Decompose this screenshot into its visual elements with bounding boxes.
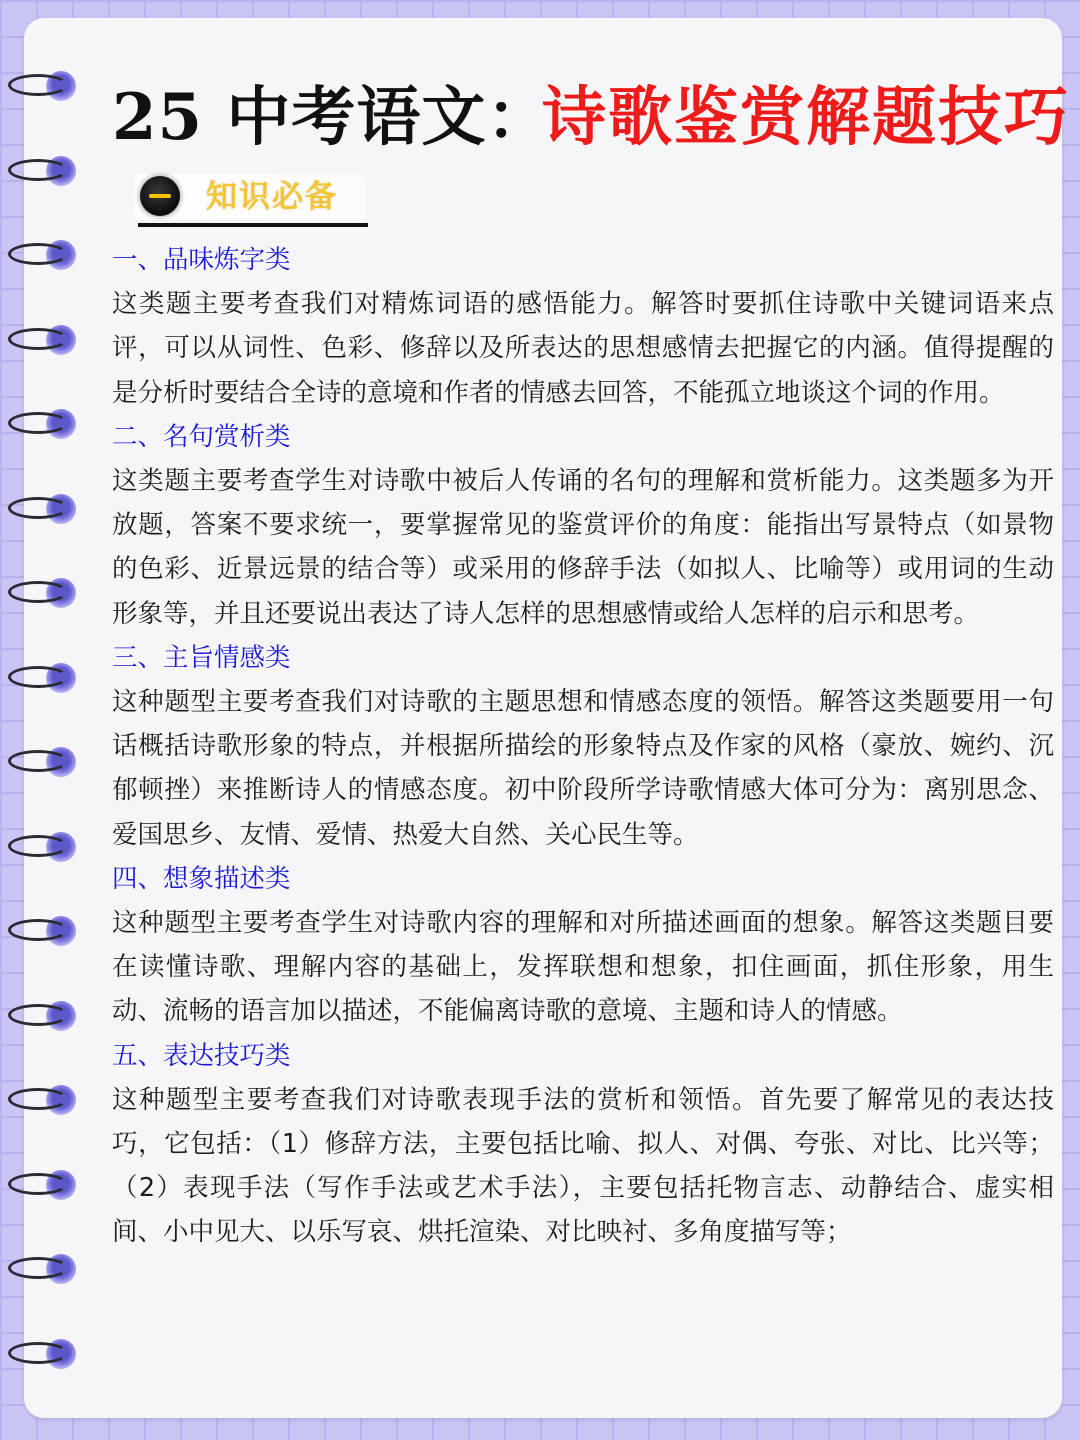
binding-ring [8, 829, 74, 865]
section-body-2: 这类题主要考查学生对诗歌中被后人传诵的名句的理解和赏析能力。这类题多为开放题，答案不要求统一，要掌握常见的鉴赏评价的角度：能指出写景特点（如景物的色彩、近景远景的结合等）或采用的修辞手法（如拟人、比喻等）或用词的生动形象等，并且还要说出表达了诗人怎样的思想感情或给人怎样的启示和思考。 [112, 466, 1054, 629]
section-body-5: 这种题型主要考查我们对诗歌表现手法的赏析和领悟。首先要了解常见的表达技巧，它包括：（1）修辞方法，主要包括比喻、拟人、对偶、夸张、对比、比兴等；（2）表现手法（写作手法或艺术手法），主要包括托物言志、动静结合、虚实相间、小中见大、以乐写哀、烘托渲染、对比映衬、多角度描写等； [112, 1084, 1054, 1248]
badge-underline [138, 223, 368, 227]
section-body-1: 这类题主要考查我们对精炼词语的感悟能力。解答时要抓住诗歌中关键词语来点评，可以从词性、色彩、修辞以及所表达的思想感情去把握它的内涵。值得提醒的是分析时要结合全诗的意境和作者的情感去回答，不能孤立地谈这个词的作用。 [112, 289, 1054, 408]
title-prefix: 25 中考语文： [112, 80, 552, 155]
binding-ring [8, 491, 74, 527]
badge-label: 知识必备 [206, 179, 338, 215]
binding-ring [8, 660, 74, 696]
binding-ring [8, 153, 74, 189]
binding-ring [8, 322, 74, 358]
article-content [112, 238, 1054, 1255]
section-heading-2: 二、名句赏析类 [112, 421, 291, 452]
section-heading-1: 一、品味炼字类 [112, 245, 291, 275]
binding-ring [8, 744, 74, 780]
binding-ring [8, 68, 74, 104]
binding-ring [8, 913, 74, 949]
binding-ring [8, 575, 74, 611]
binding-ring [8, 237, 74, 273]
binding-ring [8, 406, 74, 442]
section-heading-4: 四、想象描述类 [112, 863, 291, 894]
section-body-3: 这种题型主要考查我们对诗歌的主题思想和情感态度的领悟。解答这类题要用一句话概括诗歌形象的特点，并根据所描绘的形象特点及作家的风格（豪放、婉约、沉郁顿挫）来推断诗人的情感态度。初中阶段所学诗歌情感大体可分为：离别思念、爱国思乡、友情、爱情、热爱大自然、关心民生等。 [112, 687, 1054, 850]
binding-ring [8, 998, 74, 1034]
page-title [112, 78, 1070, 158]
binding-ring [8, 1167, 74, 1203]
section-heading-5: 五、表达技巧类 [112, 1040, 291, 1071]
title-highlight: 诗歌鉴赏解题技巧 [542, 80, 1070, 155]
binding-ring [8, 1082, 74, 1118]
section-badge [134, 172, 370, 224]
section-body-4: 这种题型主要考查学生对诗歌内容的理解和对所描述画面的想象。解答这类题目要在读懂诗歌、理解内容的基础上，发挥联想和想象，扣住画面，抓住形象，用生动、流畅的语言加以描述，不能偏离诗歌的意境、主题和诗人的情感。 [112, 908, 1054, 1027]
section-heading-3: 三、主旨情感类 [112, 642, 291, 673]
minus-circle-icon [140, 176, 180, 216]
binding-ring [8, 1336, 74, 1372]
binding-ring [8, 1251, 74, 1287]
